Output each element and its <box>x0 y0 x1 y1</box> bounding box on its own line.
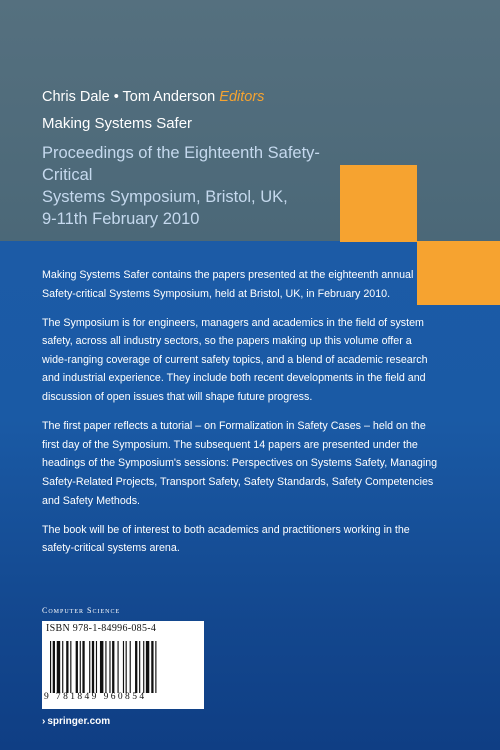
barcode-bar <box>109 641 110 693</box>
subtitle-line: 9-11th February 2010 <box>42 210 200 228</box>
blurb-line: and industrial experience. They include both recent developments in the field and <box>42 372 426 385</box>
barcode-bar <box>57 641 60 693</box>
barcode-bar <box>76 641 78 693</box>
barcode-bar <box>146 641 149 693</box>
barcode-bar <box>126 641 127 693</box>
barcode-bar <box>96 641 97 693</box>
blurb-line: Making Systems Safer contains the papers presented at the eighteenth annual <box>42 269 414 281</box>
blurb-paragraph-4 <box>42 521 460 558</box>
barcode-bar <box>62 641 63 693</box>
publisher-link[interactable] <box>42 716 110 727</box>
blurb-line: The book will be of interest to both academics and practitioners working in the <box>42 523 410 536</box>
isbn-barcode <box>42 621 204 709</box>
authors-names: Chris Dale • Tom Anderson <box>42 89 216 105</box>
category-label: Computer Science <box>42 606 121 615</box>
barcode-bar <box>100 641 103 693</box>
blurb-paragraph-2 <box>42 314 460 407</box>
book-title: Making Systems Safer <box>42 115 193 132</box>
blurb-line: Safety-critical Systems Symposium, held at Bristol, UK, in February 2010. <box>42 287 391 300</box>
blurb-line: and Safety Methods. <box>42 494 141 507</box>
barcode-bar <box>118 641 119 693</box>
barcode-bar <box>80 641 81 693</box>
barcode-bar <box>123 641 124 693</box>
barcode-bars <box>50 641 200 693</box>
barcode-bar <box>53 641 55 693</box>
isbn-text: ISBN 978-1-84996-085-4 <box>46 623 157 634</box>
barcode-bar <box>143 641 144 693</box>
barcode-digits: 9 781849 960854 <box>44 692 147 702</box>
blurb-line: The Symposium is for engineers, managers and academics in the field of system <box>42 316 424 329</box>
subtitle-line: Proceedings of the Eighteenth Safety-Critical <box>42 144 320 184</box>
blurb-line: safety, across all industry sectors, so the papers making up this volume offer a <box>42 335 412 348</box>
orange-square-upper <box>340 165 417 242</box>
blurb-paragraph-3 <box>42 417 460 510</box>
blurb-line: first day of the Symposium. The subsequent 14 papers are presented under the <box>42 438 418 451</box>
barcode-bar <box>139 641 140 693</box>
blurb-line: wide-ranging coverage of current safety topics, and a blend of academic research <box>42 353 428 366</box>
blurb-line: discussion of open issues that will shape future progress. <box>42 391 313 404</box>
barcode-bar <box>66 641 68 693</box>
blurb-line: The first paper reflects a tutorial – on Formalization in Safety Cases – held on the <box>42 420 426 433</box>
barcode-bar <box>70 641 71 693</box>
book-subtitle <box>42 142 342 230</box>
arrow-icon: › <box>42 716 46 727</box>
barcode-bar <box>82 641 84 693</box>
barcode-bar <box>50 641 51 693</box>
blurb-line: safety-critical systems arena. <box>42 542 180 555</box>
barcode-bar <box>130 641 131 693</box>
barcode-bar <box>92 641 94 693</box>
barcode-bar <box>89 641 90 693</box>
blurb-line: headings of the Symposium's sessions: Perspectives on Systems Safety, Managing <box>42 457 438 470</box>
blurb-line: Safety-Related Projects, Transport Safety, Safety Standards, Safety Competencies <box>42 475 434 488</box>
blurb-paragraph-1 <box>42 266 460 303</box>
barcode-bar <box>105 641 106 693</box>
blurb <box>42 266 460 568</box>
authors-line <box>42 89 264 105</box>
barcode-bar <box>155 641 156 693</box>
publisher-url: springer.com <box>47 716 111 727</box>
subtitle-line: Systems Symposium, Bristol, UK, <box>42 188 288 206</box>
barcode-bar <box>151 641 153 693</box>
editors-label: Editors <box>219 89 265 105</box>
barcode-bar <box>135 641 137 693</box>
barcode-bar <box>112 641 114 693</box>
